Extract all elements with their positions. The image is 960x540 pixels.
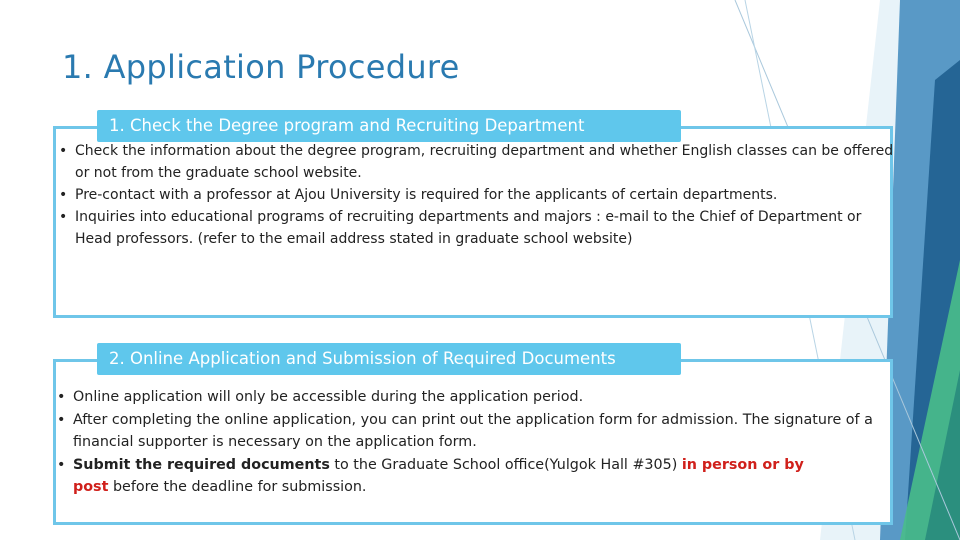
section-2-bullets xyxy=(55,386,885,499)
bullet-icon: • xyxy=(57,389,66,405)
bullet-icon: • xyxy=(57,456,66,473)
bullet-icon: • xyxy=(59,209,68,225)
submit-documents-text: Submit the required documents xyxy=(73,456,330,473)
in-person-text: in person or by xyxy=(681,456,804,473)
bullet-icon: • xyxy=(59,187,68,203)
section-1-bullets xyxy=(57,140,899,250)
list-item: • Check the information about the degree program, recruiting department and whether English classes can be offered or not from the graduate school website. xyxy=(57,140,899,184)
list-item: • After completing the online application, you can print out the application form for admission. The signature of a financial supporter is necessary on the application form. xyxy=(55,409,885,454)
page-title: 1. Application Procedure xyxy=(62,48,460,86)
list-item: • Pre-contact with a professor at Ajou University is required for the applicants of certain departments. xyxy=(57,184,899,206)
bullet-icon: • xyxy=(59,143,68,159)
post-text: post xyxy=(73,479,109,495)
bullet-icon: • xyxy=(57,411,66,428)
list-item: • Submit the required documents to the Graduate School office(Yulgok Hall #305) in person or by post before the deadline for submission. xyxy=(55,454,885,499)
section-1-heading: 1. Check the Degree program and Recruiting Department xyxy=(97,110,681,142)
list-item: • Inquiries into educational programs of recruiting departments and majors : e-mail to the Chief of Department or Head professors. (refer to the email address stated in graduate school website) xyxy=(57,206,899,250)
list-item: • Online application will only be accessible during the application period. xyxy=(55,386,885,409)
section-2-heading: 2. Online Application and Submission of Required Documents xyxy=(97,343,681,375)
